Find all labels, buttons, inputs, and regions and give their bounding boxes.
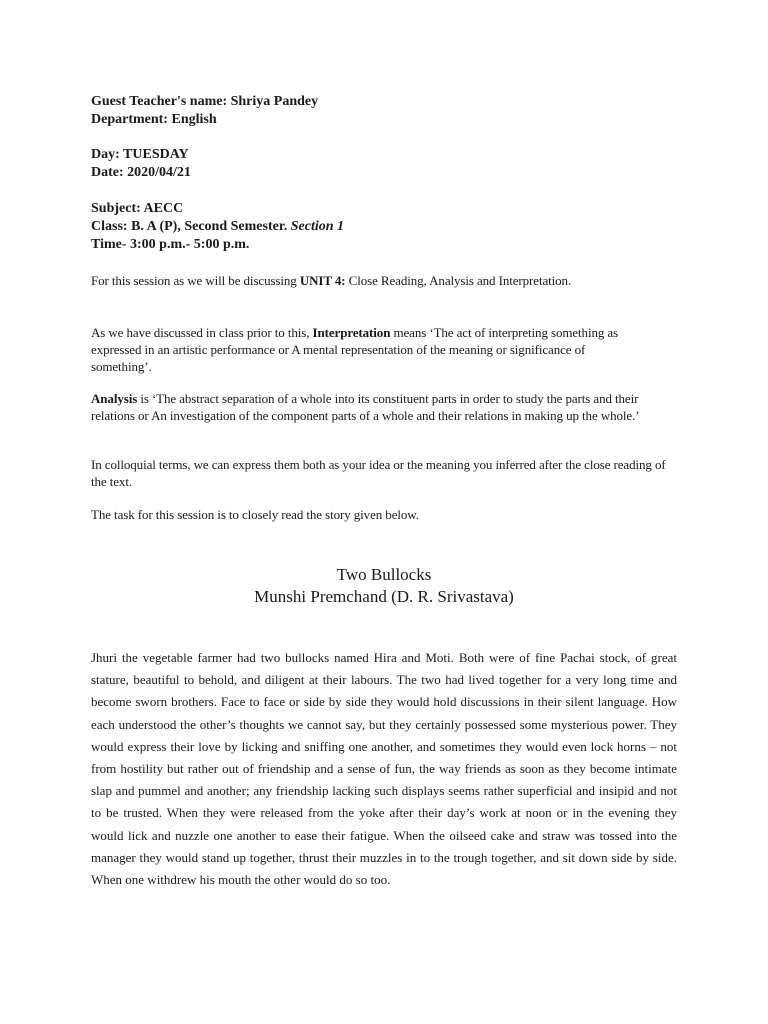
analysis-paragraph (91, 390, 677, 424)
date-value: 2020/04/21 (127, 165, 191, 180)
day-label: Day: (91, 147, 120, 162)
interpretation-term: Interpretation (312, 325, 391, 340)
section-value: Section 1 (290, 219, 345, 234)
class-line (91, 218, 344, 236)
department-value: English (171, 112, 217, 127)
class-label: Class: (91, 219, 128, 234)
intro-text: For this session as we will be discussing (91, 273, 300, 288)
colloquial-paragraph: In colloquial terms, we can express them both as your idea or the meaning you inferred after the close reading of the text. (91, 457, 666, 489)
analysis-term: Analysis (91, 391, 138, 406)
intro-text: Close Reading, Analysis and Interpretation. (345, 273, 572, 288)
unit-label: UNIT 4: (299, 273, 346, 288)
teacher-line (91, 93, 318, 111)
department-line (91, 111, 217, 129)
interpretation-text: means ‘The act of interpreting something as expressed in an artistic performance or A mental representation of the meaning or significance of something’. (91, 325, 619, 374)
day-line (91, 146, 189, 164)
date-label: Date: (91, 165, 124, 180)
subject-label: Subject: (91, 201, 141, 216)
interpretation-text: As we have discussed in class prior to this, (91, 325, 313, 340)
teacher-name: Shriya Pandey (230, 94, 319, 109)
intro-paragraph-unit (91, 272, 581, 289)
day-value: TUESDAY (123, 147, 189, 162)
date-line (91, 164, 191, 182)
interpretation-paragraph (91, 324, 631, 375)
department-label: Department: (91, 112, 168, 127)
time-value: 3:00 p.m.- 5:00 p.m. (130, 237, 250, 252)
subject-value: AECC (143, 201, 184, 216)
teacher-label: Guest Teacher's name: (91, 94, 228, 109)
time-line (91, 236, 249, 254)
time-label: Time- (91, 237, 127, 252)
story-author: Munshi Premchand (D. R. Srivastava) (254, 587, 514, 606)
story-body: Jhuri the vegetable farmer had two bullocks named Hira and Moti. Both were of fine Pachai stock, of great stature, beautiful to behold, and diligent at their labours. The two had lived together for a very long time and become sworn brothers. Face to face or side by side they would hold discussions in their silent language. How each understood the other’s thoughts we cannot say, but they certainly possessed some mysterious power. They would express their love by licking and sniffing one another, and sometimes they would even lock horns – not from hostility but rather out of friendship and a sense of fun, the way friends as soon as they become intimate slap and pummel and another; any friendship lacking such displays seems rather superficial and insipid and not to be trusted. When they were released from the yoke after their day’s work at noon or in the evening they would lick and nuzzle one another to ease their fatigue. When the oilseed cake and straw was tossed into the manager they would stand up together, thrust their muzzles in to the trough together, and sit down side by side. When one withdrew his mouth the other would do so too. (91, 650, 677, 888)
subject-line (91, 200, 183, 218)
task-paragraph: The task for this session is to closely read the story given below. (91, 507, 419, 522)
class-value: B. A (P), Second Semester. (131, 219, 288, 234)
analysis-text: is ‘The abstract separation of a whole into its constituent parts in order to study the parts and their relations or An investigation of the component parts of a whole and their relations in making up the whole.’ (91, 391, 640, 423)
story-title: Two Bullocks (336, 565, 432, 584)
